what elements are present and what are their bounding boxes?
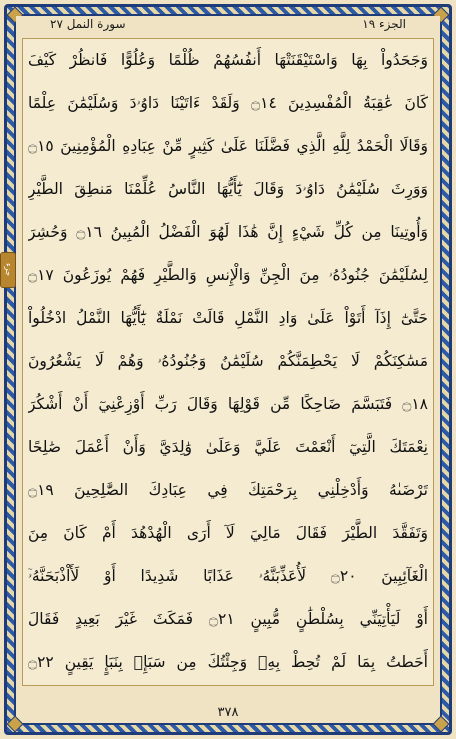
- juz-title: الجزء ١٩: [362, 17, 406, 31]
- verse-line: ۝١٨ فَتَبَسَّمَ ضَاحِكًا مِّن قَوْلِهَا وَقَالَ رَبِّ أَوْزِعْنِيٓ أَنْ أَشْكُرَ: [28, 395, 428, 413]
- surah-title: سورة النمل ٢٧: [50, 17, 126, 31]
- verse-line: وَأُوتِينَا مِن كُلِّ شَيْءٍ إِنَّ هَٰذَا لَهُوَ الْفَضْلُ الْمُبِينُ ۝١٦ وَحُشِرَ: [28, 223, 428, 241]
- verse-line: أَحَطتُ بِمَا لَمْ تُحِطْ بِهِۦ وَجِئْتُكَ مِن سَبَإِۭ بِنَبَإٍ يَقِينٍ ۝٢٢: [28, 653, 428, 671]
- verse-line: حَتَّىٰٓ إِذَآ أَتَوْاْ عَلَىٰ وَادِ النَّمْلِ قَالَتْ نَمْلَةٌ يَٰٓأَيُّهَا النَّمْلُ ادْخُلُواْ: [28, 309, 428, 327]
- page-header: [16, 16, 440, 36]
- verse-line: وَجَحَدُواْ بِهَا وَاسْتَيْقَنَتْهَا أَنفُسُهُمْ ظُلْمًا وَعُلُوًّا فَانظُرْ كَيْفَ: [28, 51, 428, 69]
- verse-line: لِسُلَيْمَٰنَ جُنُودُهُۥ مِنَ الْجِنِّ وَالْإِنسِ وَالطَّيْرِ فَهُمْ يُوزَعُونَ ۝١٧: [28, 266, 428, 284]
- verse-line: وَوَرِثَ سُلَيْمَٰنُ دَاوُۥدَ وَقَالَ يَٰٓأَيُّهَا النَّاسُ عُلِّمْنَا مَنطِقَ الطَّيْرِ: [28, 180, 428, 198]
- verse-line: أَوْ لَيَأْتِيَنِّي بِسُلْطَٰنٍ مُّبِينٍ ۝٢١ فَمَكَثَ غَيْرَ بَعِيدٍ فَقَالَ: [28, 610, 428, 628]
- verse-line: وَتَفَقَّدَ الطَّيْرَ فَقَالَ مَالِيَ لَآ أَرَى الْهُدْهُدَ أَمْ كَانَ مِنَ: [28, 524, 428, 542]
- verse-line: مَسَٰكِنَكُمْ لَا يَحْطِمَنَّكُمْ سُلَيْمَٰنُ وَجُنُودُهُۥ وَهُمْ لَا يَشْعُرُونَ: [28, 352, 428, 370]
- verse-line: نِعْمَتَكَ الَّتِيٓ أَنْعَمْتَ عَلَيَّ وَعَلَىٰ وَٰلِدَيَّ وَأَنْ أَعْمَلَ صَٰلِحًا: [28, 438, 428, 456]
- verse-line: الْغَآئِبِينَ ۝٢٠ لَأُعَذِّبَنَّهُۥ عَذَابًا شَدِيدًا أَوْ لَأَاْذْبَحَنَّهُۥٓ: [28, 567, 428, 585]
- juz-marker: جزء: [0, 252, 16, 288]
- page-number: ٣٧٨: [217, 705, 239, 720]
- verse-line: تَرْضَىٰهُ وَأَدْخِلْنِي بِرَحْمَتِكَ فِي عِبَادِكَ الصَّٰلِحِينَ ۝١٩: [28, 481, 428, 499]
- verse-line: كَانَ عَٰقِبَةُ الْمُفْسِدِينَ ۝١٤ وَلَقَدْ ءَاتَيْنَا دَاوُۥدَ وَسُلَيْمَٰنَ عِلْمًا: [28, 94, 428, 112]
- verse-line: وَقَالَا الْحَمْدُ لِلَّهِ الَّذِي فَضَّلَنَا عَلَىٰ كَثِيرٍ مِّنْ عِبَادِهِ الْمُؤْمِنِينَ ۝١٥: [28, 137, 428, 155]
